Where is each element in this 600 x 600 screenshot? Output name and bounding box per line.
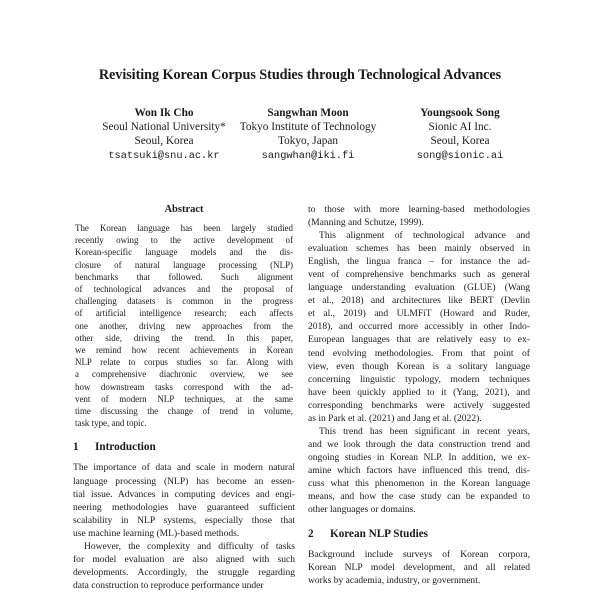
abstract-heading: Abstract <box>164 204 204 215</box>
author-3 <box>380 106 540 163</box>
text-line: This alignment of technological advance and <box>319 230 530 242</box>
author-email: song@sionic.ai <box>416 149 504 162</box>
text-line: tend evolving methodologies. From that point of <box>308 347 530 359</box>
text-line: ongoing studies in Korean NLP. In addition, we ex- <box>308 451 530 463</box>
text-line: Korean-specific language models and the dis- <box>75 247 293 258</box>
section-title: Korean NLP Studies <box>330 528 429 541</box>
text-line: developments. Accordingly, the struggle regarding <box>73 566 295 578</box>
author-1 <box>82 106 246 163</box>
text-line: corresponding benchmarks were actively suggested <box>308 399 530 411</box>
text-line: for model evaluation are also aligned with such <box>73 553 295 565</box>
text-line: other languages or domains. <box>308 504 416 516</box>
text-line: task type, and topic. <box>75 418 147 429</box>
text-line: we remind how recent achievements in Korean <box>75 345 293 356</box>
intro-paragraph-1 <box>73 461 295 539</box>
author-location: Seoul, Korea <box>430 135 490 148</box>
text-line: This trend has been significant in recent years, <box>319 425 530 437</box>
intro-paragraph-2 <box>73 540 295 592</box>
author-affiliation: Tokyo Institute of Technology <box>239 121 377 134</box>
intro-paragraph-4 <box>308 425 530 516</box>
author-email: tsatsuki@snu.ac.kr <box>108 149 220 162</box>
text-line: (Manning and Schutze, 1999). <box>308 217 424 229</box>
text-line: language understanding evaluation (GLUE) (Wang <box>308 282 530 294</box>
text-line: Background include surveys of Korean corpora, <box>308 549 530 561</box>
text-line: use machine learning (ML)-based methods. <box>73 527 240 539</box>
author-location: Tokyo, Japan <box>277 135 339 148</box>
text-line: neering methodologies have guaranteed sufficient <box>73 501 295 513</box>
author-email: sangwhan@iki.fi <box>261 149 355 162</box>
text-line: However, the complexity and difficulty of tasks <box>84 540 295 552</box>
text-line: vent of comprehensive benchmarks such as general <box>308 269 530 281</box>
section-title: Introduction <box>95 441 156 454</box>
text-line: and we look through the data construction trend and <box>308 438 530 450</box>
text-line: 2018), and occurred more accessibly in other Indo- <box>308 321 530 333</box>
author-2 <box>226 106 390 163</box>
author-name: Youngsook Song <box>420 107 500 119</box>
text-line: cuss what this phenomenon in the Korean language <box>308 477 530 489</box>
author-location: Seoul, Korea <box>134 135 194 148</box>
text-line: of technological advances and the proposal of <box>75 284 293 295</box>
intro-paragraph-continued <box>308 203 530 229</box>
text-line: works by academia, industry, or government. <box>308 575 481 587</box>
text-line: how downstream tasks correspond with the ad- <box>75 381 293 392</box>
text-line: closure of natural language processing (NLP) <box>75 259 293 270</box>
text-line: a comprehensive diachronic overview, we see <box>75 369 293 380</box>
text-line: language processing (NLP) has become an essen- <box>73 475 295 487</box>
korean-nlp-paragraph-1 <box>308 548 530 587</box>
section-number: 1 <box>73 441 79 454</box>
text-line: have been quickly applied to it (Yang, 2021), and <box>308 386 530 398</box>
text-line: The importance of data and scale in modern natural <box>73 462 295 474</box>
text-line: amine which factors have influenced this trend, dis- <box>308 464 530 476</box>
abstract-body <box>73 222 295 429</box>
author-affiliation: Seoul National University* <box>102 121 226 134</box>
text-line: means, and how the case study can be expanded to <box>308 491 530 503</box>
text-line: evaluation schemes has been mainly observed in <box>308 243 530 255</box>
text-line: benchmarks that followed. Such alignment <box>75 271 293 282</box>
text-line: time discussing the change of trend in volume, <box>75 406 293 417</box>
text-line: data construction to reproduce performance under <box>73 579 264 591</box>
text-line: English, the lingua franca – for instance the ad- <box>308 256 530 268</box>
section-heading-introduction <box>73 440 295 454</box>
text-line: concerning linguistic typology, modern techniques <box>308 373 530 385</box>
text-line: vent of modern NLP techniques, at the same <box>75 393 293 404</box>
text-line: European languages that are relatively easy to ex- <box>308 334 530 346</box>
text-line: of artificial intelligence research; each affects <box>75 308 293 319</box>
text-line: challenging datasets is common in the progress <box>75 296 293 307</box>
text-line: other side, driving the trend. In this paper, <box>75 332 293 343</box>
text-line: The Korean language has been largely studied <box>75 223 293 233</box>
text-line: one another, driving new approaches from the <box>75 320 293 331</box>
text-line: Korean NLP model development, and all related <box>308 562 530 574</box>
left-column <box>73 203 295 592</box>
section-number: 2 <box>308 528 314 541</box>
text-line: to those with more learning-based methodologies <box>308 204 530 215</box>
text-line: et al., 2019) and ULMFiT (Howard and Ruder, <box>308 308 530 320</box>
paper-title: Revisiting Korean Corpus Studies through Technological Advances <box>98 67 502 83</box>
author-affiliation: Sionic AI Inc. <box>428 121 492 134</box>
right-column <box>308 203 530 587</box>
text-line: scalability in NLP systems, especially those that <box>73 514 295 526</box>
author-name: Won Ik Cho <box>134 107 194 119</box>
author-name: Sangwhan Moon <box>267 107 349 119</box>
text-line: et al., 2018) and architectures like BERT (Devlin <box>308 295 530 307</box>
section-heading-korean-nlp-studies <box>308 527 530 541</box>
text-line: tial issue. Advances in computing devices and engi- <box>73 488 295 500</box>
text-line: recently owing to the active development of <box>75 235 293 246</box>
text-line: as in Park et al. (2021) and Jang et al. (2022). <box>308 412 482 424</box>
text-line: NLP relate to corpus studies so far. Along with <box>75 357 293 368</box>
text-line: view, even though Korean is a solitary language <box>308 360 530 372</box>
intro-paragraph-3 <box>308 229 530 425</box>
